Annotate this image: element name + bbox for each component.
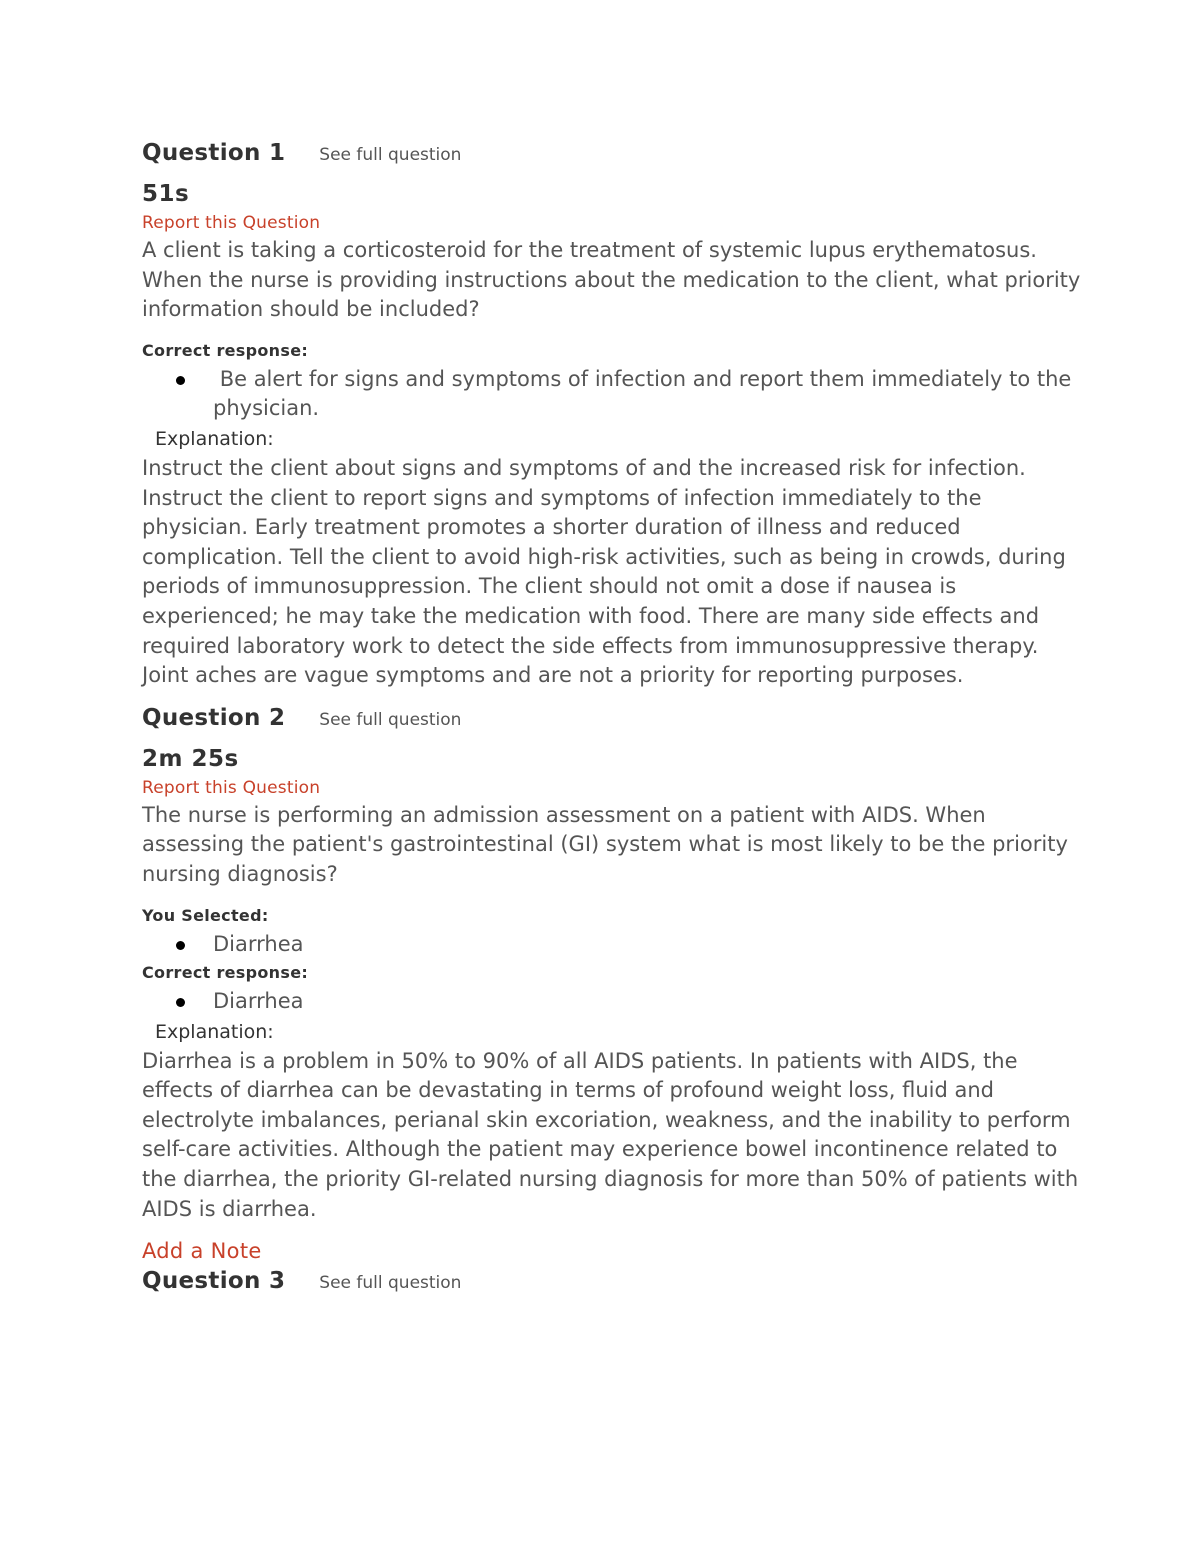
- correct-answer-text: Be alert for signs and symptoms of infection and report them immediately to the physician.: [213, 366, 1079, 421]
- question-time: 2m 25s: [142, 745, 239, 772]
- correct-response-list: [142, 365, 1082, 424]
- selected-response-list: [142, 930, 1082, 960]
- question-header: [142, 140, 1082, 178]
- bullet-icon: [176, 941, 185, 950]
- correct-answer-text: Diarrhea: [213, 989, 304, 1014]
- correct-response-label: Correct response:: [142, 963, 309, 983]
- report-question-link[interactable]: Report this Question: [142, 213, 321, 233]
- list-item: [142, 365, 1082, 424]
- question-title: Question 2: [142, 704, 286, 731]
- report-question-link[interactable]: Report this Question: [142, 777, 321, 798]
- explanation-label: Explanation:: [155, 1020, 274, 1043]
- bullet-icon: [176, 998, 185, 1007]
- correct-response-list: [142, 987, 1082, 1017]
- question-header: [142, 705, 1082, 743]
- see-full-question-link[interactable]: See full question: [319, 709, 462, 730]
- question-time: 51s: [142, 181, 190, 207]
- question-header: [142, 1268, 1082, 1306]
- question-2: [142, 705, 1082, 1225]
- you-selected-label: You Selected:: [142, 905, 269, 925]
- correct-response-label: Correct response:: [142, 340, 309, 360]
- question-text: The nurse is performing an admission assessment on a patient with AIDS. When assessing the patient's gastrointestinal (GI) system what is most likely to be the priority nursing diagnosis?: [142, 802, 1068, 886]
- selected-answer-text: Diarrhea: [213, 931, 304, 956]
- question-title: Question 3: [142, 1268, 286, 1295]
- quiz-review-page: [142, 140, 1082, 1306]
- see-full-question-link[interactable]: See full question: [319, 1273, 462, 1294]
- question-1: [142, 140, 1082, 691]
- add-note-link[interactable]: Add a Note: [142, 1239, 262, 1264]
- explanation-text: Diarrhea is a problem in 50% to 90% of all AIDS patients. In patients with AIDS, the effects of diarrhea can be devastating in terms of profound weight loss, fluid and electrolyte imbalances, perianal skin excoriation, weakness, and the inability to perform self-care activities. Although the patient may experience bowel incontinence related to the diarrhea, the priority GI-related nursing diagnosis for more than 50% of patients with AIDS is diarrhea.: [142, 1048, 1079, 1221]
- question-3: [142, 1268, 1082, 1306]
- see-full-question-link[interactable]: See full question: [319, 145, 462, 165]
- explanation-text: Instruct the client about signs and symptoms of and the increased risk for infection. Instruct the client to report signs and symptoms of infection immediately to the physician. Early treatment promotes a shorter duration of illness and reduced complication. Tell the client to avoid high-risk activities, such as being in crowds, during periods of immunosuppression. The client should not omit a dose if nausea is experienced; he may take the medication with food. There are many side effects and required laboratory work to detect the side effects from immunosuppressive therapy. Joint aches are vague symptoms and are not a priority for reporting purposes.: [142, 455, 1066, 688]
- list-item: [142, 987, 1082, 1017]
- bullet-icon: [176, 376, 185, 385]
- list-item: [142, 930, 1082, 960]
- question-title: Question 1: [142, 140, 286, 166]
- explanation-label: Explanation:: [155, 427, 274, 450]
- question-text: A client is taking a corticosteroid for the treatment of systemic lupus erythematosus. When the nurse is providing instructions about the medication to the client, what priority information should be included?: [142, 238, 1081, 322]
